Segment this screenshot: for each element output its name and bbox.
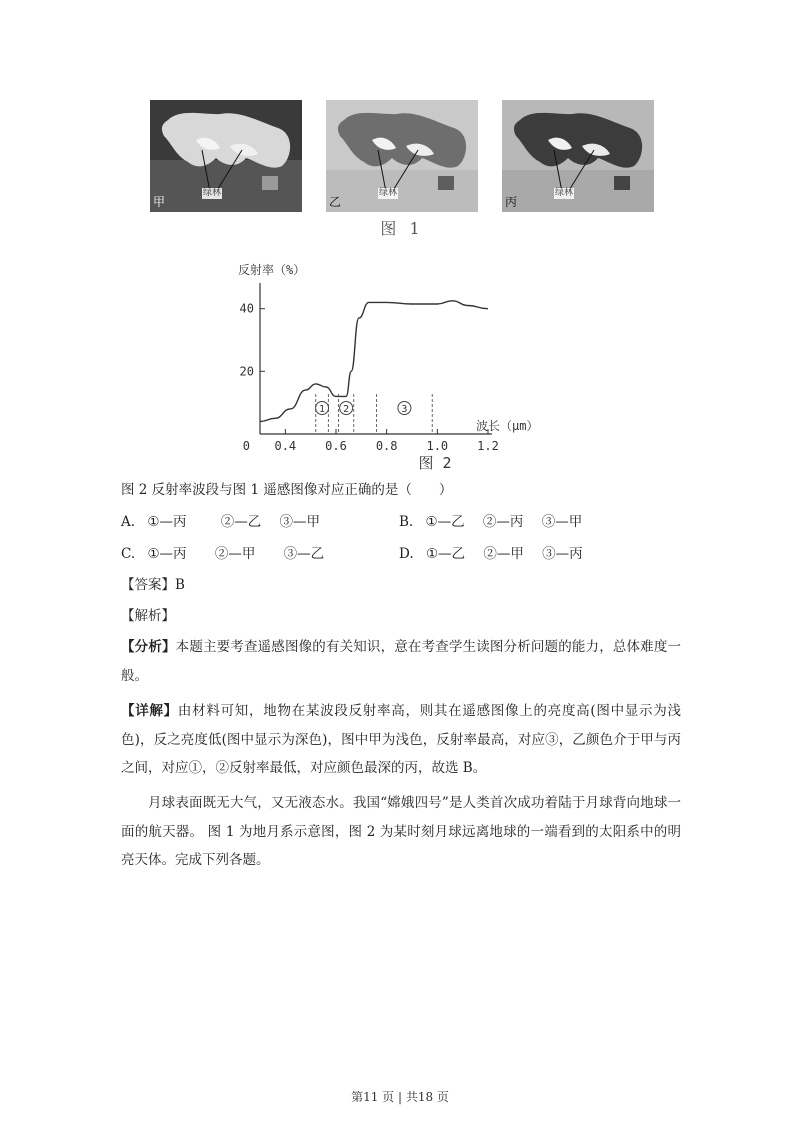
option-d: [399, 544, 583, 564]
passage-paragraph: 月球表面既无大气，又无液态水。我国“嫦娥四号”是人类首次成功着陆于月球背向地球一面的航天器。 图 1 为地月系示意图，图 2 为某时刻月球远离地球的一端看到的太阳系中的明亮天体。完成下列各题。: [121, 795, 681, 868]
option-d-key: D.: [399, 546, 414, 562]
remote-sensing-image-bing: [502, 100, 654, 212]
option-c-key: C.: [121, 546, 136, 562]
option-b-key: B.: [399, 514, 414, 530]
remote-sensing-image-jia: [150, 100, 302, 212]
image-label-yi: 绿林: [379, 188, 398, 198]
option-d-item-2: ②—甲: [483, 546, 524, 562]
xiangjie-text: 由材料可知，地物在某波段反射率高，则其在遥感图像上的亮度高(图中显示为浅色)，反之亮度低(图中显示为深色)，图中甲为浅色，反射率最高，对应③，乙颜色介于甲与丙之间，对应①，②反射率最低，对应颜色最深的丙，故选 B。: [121, 703, 681, 776]
xiangjie-paragraph: [121, 697, 681, 783]
image-tag-yi: 乙: [329, 195, 342, 209]
option-a: [121, 512, 320, 532]
reflectance-curve: [260, 301, 488, 422]
band-label: 2: [343, 404, 350, 415]
option-b-item-2: ②—丙: [482, 514, 524, 530]
band-label: 1: [319, 404, 326, 415]
figure-1: [150, 100, 654, 240]
option-d-item-3: ③—丙: [542, 546, 583, 562]
option-b: [399, 512, 582, 532]
y-tick-label: 40: [239, 301, 254, 316]
fenxi-label: 【分析】: [121, 639, 176, 655]
x-tick-label: 0.8: [375, 439, 398, 453]
option-c-item-1: ①—丙: [147, 546, 187, 562]
y-tick-label: 20: [239, 364, 254, 379]
option-a-key: A.: [121, 514, 136, 530]
band-label: 3: [401, 404, 408, 415]
page-footer: 第11 页 | 共18 页: [351, 1090, 449, 1104]
image-tag-jia: 甲: [153, 195, 166, 209]
option-b-item-1: ①—乙: [425, 514, 465, 530]
image-label-jia: 绿林: [203, 188, 222, 198]
option-a-item-1: ①—丙: [147, 514, 187, 530]
option-a-item-3: ③—甲: [279, 514, 321, 530]
x-tick-label: 1.2: [477, 439, 499, 453]
fenxi-paragraph: [121, 633, 681, 690]
chart-origin-label: 0: [242, 439, 250, 453]
reflectance-chart: [230, 258, 539, 473]
option-a-item-2: ②—乙: [220, 514, 262, 530]
chart-ylabel: 反射率（%）: [238, 263, 306, 277]
x-tick-label: 1.0: [426, 439, 449, 453]
image-tag-bing: 丙: [505, 195, 518, 209]
option-b-item-3: ③—甲: [541, 514, 583, 530]
analysis-header: 【解析】: [121, 608, 175, 624]
image-label-bing: 绿林: [555, 188, 574, 198]
fenxi-text: 本题主要考查遥感图像的有关知识，意在考查学生读图分析问题的能力，总体难度一般。: [121, 639, 682, 684]
option-c-item-3: ③—乙: [283, 546, 325, 562]
answer-label: 【答案】: [121, 577, 175, 593]
answer-line: [121, 575, 185, 595]
option-c: [121, 544, 324, 564]
x-tick-label: 0.6: [325, 439, 347, 453]
chart-title: 图 2: [418, 454, 452, 472]
option-d-item-1: ①—乙: [425, 546, 466, 562]
chart-xlabel: 波长（μm）: [476, 419, 539, 433]
question-stem: 图 2 反射率波段与图 1 遥感图像对应正确的是（ ）: [121, 482, 453, 498]
figure-1-caption: 图 1: [380, 219, 424, 238]
remote-sensing-image-yi: [326, 100, 478, 212]
x-tick-label: 0.4: [274, 439, 297, 453]
option-c-item-2: ②—甲: [214, 546, 256, 562]
xiangjie-label: 【详解】: [121, 703, 178, 719]
answer-value: B: [175, 577, 185, 593]
